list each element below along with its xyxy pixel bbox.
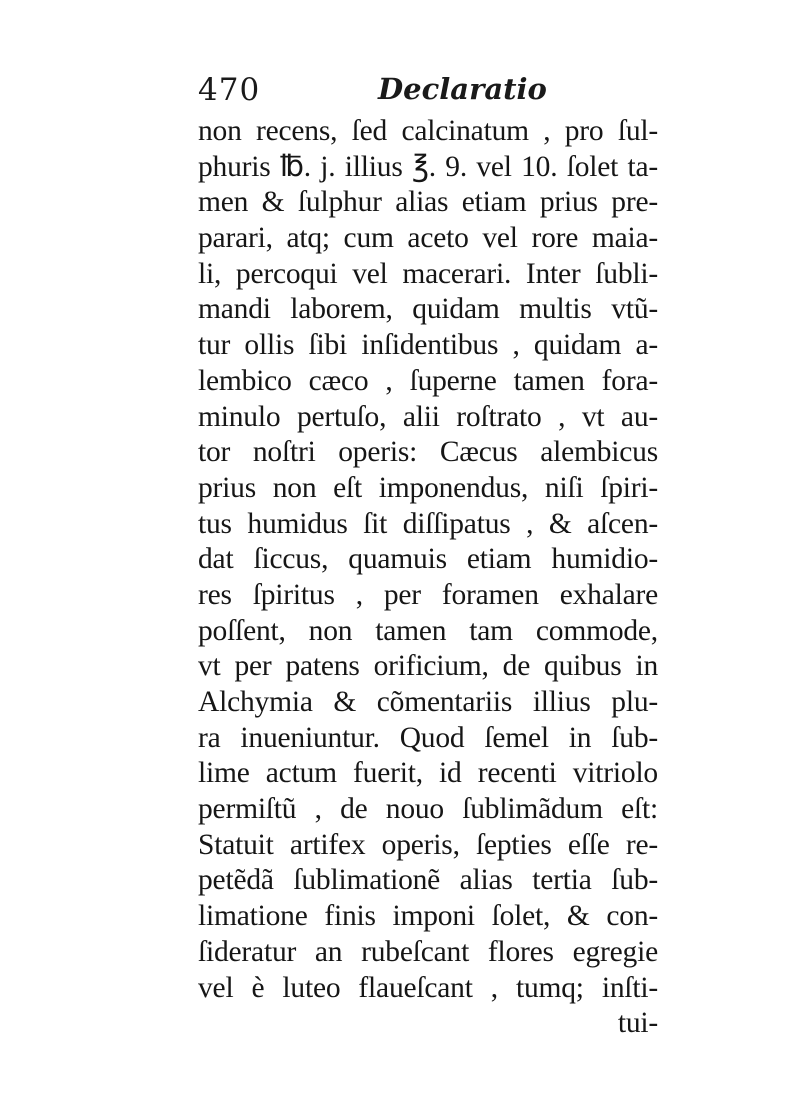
text-line: li, percoqui vel macerari. Inter ſubli-: [198, 257, 658, 290]
text-line: mandi laborem, quidam multis vtũ-: [198, 293, 658, 326]
running-head: Declaratio: [378, 72, 547, 106]
text-line: non recens, ſed calcinatum , pro ſul-: [198, 115, 658, 147]
body-text: [198, 114, 658, 1042]
text-line: vt per patens orificium, de quibus in: [198, 650, 658, 683]
text-line: Alchymia & cõmentariis illius plu-: [198, 686, 658, 718]
text-line: res ſpiritus , per foramen exhalare: [198, 578, 658, 611]
text-line: tus humidus ſit diſſipatus , & aſcen-: [198, 507, 658, 540]
text-line: permiſtũ , de nouo ſublimãdum eſt:: [198, 793, 658, 826]
text-line: ra inueniuntur. Quod ſemel in ſub-: [198, 721, 658, 754]
page-header: [198, 72, 658, 116]
text-line: phuris ℔. j. illius ℥. 9. vel 10. ſolet ta-: [198, 150, 658, 183]
text-line: poſſent, non tamen tam commode,: [198, 614, 658, 647]
text-line: lime actum fuerit, id recenti vitriolo: [198, 757, 658, 790]
text-line: petẽdã ſublimationẽ alias tertia ſub-: [198, 864, 658, 897]
text-line: lembico cæco , ſuperne tamen fora-: [198, 364, 658, 397]
text-line: parari, atq; cum aceto vel rore maia-: [198, 222, 658, 255]
text-line: minulo pertuſo, alii roſtrato , vt au-: [198, 400, 658, 433]
page-number: 470: [198, 72, 261, 108]
text-line: ſideratur an rubeſcant flores egregie: [198, 935, 658, 968]
text-line: prius non eſt imponendus, niſi ſpiri-: [198, 471, 658, 504]
text-line: men & ſulphur alias etiam prius pre-: [198, 186, 658, 219]
catchword: tui-: [617, 1007, 658, 1040]
text-line: Statuit artifex operis, ſepties eſſe re-: [198, 828, 658, 861]
text-line: vel è luteo flaueſcant , tumq; inſti-: [198, 971, 658, 1004]
text-line: dat ſiccus, quamuis etiam humidio-: [198, 543, 658, 576]
text-line: tor noſtri operis: Cæcus alembicus: [198, 436, 658, 469]
text-line: tur ollis ſibi inſidentibus , quidam a-: [198, 329, 658, 362]
text-line: limatione finis imponi ſolet, & con-: [198, 900, 658, 933]
